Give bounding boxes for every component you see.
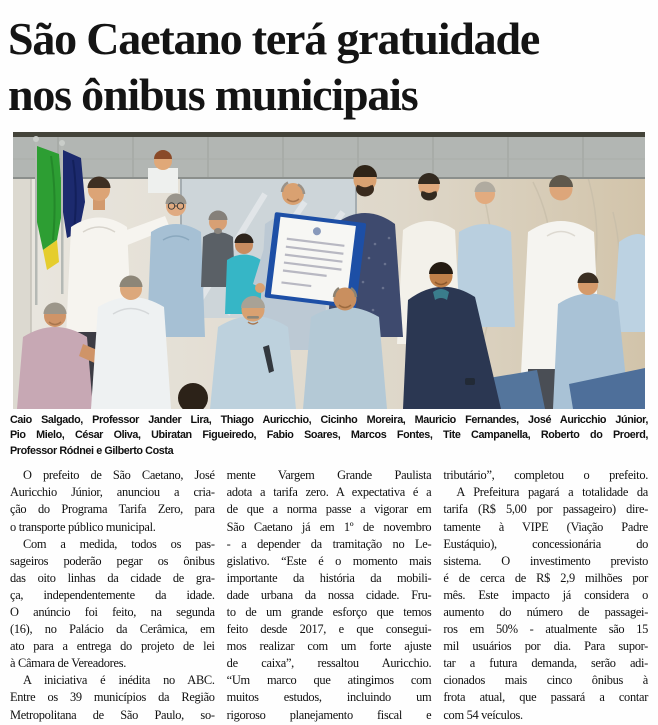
article-line: tarifa (R$ 5,00 por passageiro) dire-	[443, 502, 649, 517]
article-line: mos realizar com um forte ajuste	[226, 639, 432, 654]
article-column-3	[443, 467, 648, 723]
headline-line-2: nos ônibus municipais	[8, 69, 418, 120]
article-line: é de cerca de R$ 2,9 milhões por	[443, 570, 649, 585]
article-line: O anúncio foi feito, na segunda	[10, 604, 215, 619]
article-line: de caixa”, ressaltou Auricchio.	[226, 656, 432, 671]
article-line: Entre os 39 municípios da Região	[10, 690, 215, 705]
article-line: A iniciativa é inédita no ABC.	[23, 673, 215, 688]
article-line: feito desde 2017, e que consegui-	[226, 622, 432, 637]
article-line: gislativo. “Este é o momento mais	[226, 553, 432, 568]
caption-line: Professor Ródnei e Gilberto Costa	[10, 444, 174, 457]
article-column-2	[227, 467, 432, 723]
photo-caption	[10, 413, 648, 459]
article-body	[0, 467, 658, 723]
article-line: cionados mais cinco ônibus à	[443, 673, 649, 688]
article-line: ção do Programa Tarifa Zero, para	[10, 502, 215, 517]
article-line: tributário”, completou o prefeito.	[443, 468, 649, 483]
article-line: importante da história da mobili-	[226, 570, 432, 585]
article-line: Metropolitana de São Paulo, so-	[10, 707, 215, 722]
article-line: “Um marco que atingimos com	[226, 673, 432, 688]
article-line: tar a futura demanda, serão adi-	[443, 656, 649, 671]
article-line: sageiros poderão pegar os ônibus	[10, 553, 215, 568]
ceiling-panel	[13, 132, 645, 178]
article-line: adota a tarifa zero. A expectativa é a	[226, 485, 432, 500]
article-line: ato para a entrega do projeto de lei	[10, 639, 215, 654]
article-line: mente Vargem Grande Paulista	[226, 468, 432, 483]
article-line: das oito linhas da cidade de gra-	[10, 570, 215, 585]
article-line: sistema. O investimento previsto	[443, 553, 649, 568]
article-line: com 54 veículos.	[443, 707, 523, 722]
article-line: rigoroso planejamento fiscal e	[226, 707, 432, 722]
article-line: ça, independentemente da idade.	[10, 587, 215, 602]
article-line: tamente à VIPE (Viação Padre	[443, 519, 649, 534]
article-line: dade urbana da nossa cidade. Fru-	[226, 587, 432, 602]
article-line: aumento do número de passagei-	[443, 604, 649, 619]
article-line: muitos estudos, incluindo um	[226, 690, 432, 705]
photo-illustration	[13, 132, 645, 409]
article-line: frota atual, que passará a contar	[443, 690, 649, 705]
article-line: - a depender da tramitação no Le-	[226, 536, 432, 551]
article-line: A Prefeitura pagará a totalidade da	[456, 485, 649, 500]
article-line: O prefeito de São Caetano, José	[23, 468, 215, 483]
article-line: à Câmara de Vereadores.	[10, 656, 127, 671]
article-line: o transporte público municipal.	[10, 519, 156, 534]
article-line: Com a medida, todos os pas-	[23, 536, 215, 551]
article-headline	[0, 0, 658, 123]
article-column-1	[10, 467, 215, 723]
caption-line: Caio Salgado, Professor Jander Lira, Thiago Auricchio, Cicinho Moreira, Mauricio Fernandes, José Auricchio Júnior,	[10, 414, 648, 426]
article-line: mil usuários por dia. Para supor-	[443, 639, 649, 654]
article-line: (16), no Palácio da Cerâmica, em	[10, 622, 215, 637]
headline-line-1: São Caetano terá gratuidade	[8, 13, 540, 64]
article-line: São Caetano já em 1º de novembro	[226, 519, 432, 534]
article-photo	[13, 132, 645, 409]
article-line: Eustáquio), concessionária do	[443, 536, 649, 551]
article-line: mês. Este impacto já considera o	[443, 587, 649, 602]
article-line: Auricchio Júnior, anunciou a cria-	[10, 485, 215, 500]
caption-line: Pio Mielo, César Oliva, Ubiratan Figueiredo, Fabio Soares, Marcos Fontes, Tite Campanella, Roberto do Proerd,	[10, 429, 648, 442]
article-line: to de um grande esforço que temos	[226, 604, 432, 619]
article-line: ros em 50% - atualmente são 15	[443, 622, 649, 637]
article-line: de que a norma passe a vigorar em	[226, 502, 432, 517]
